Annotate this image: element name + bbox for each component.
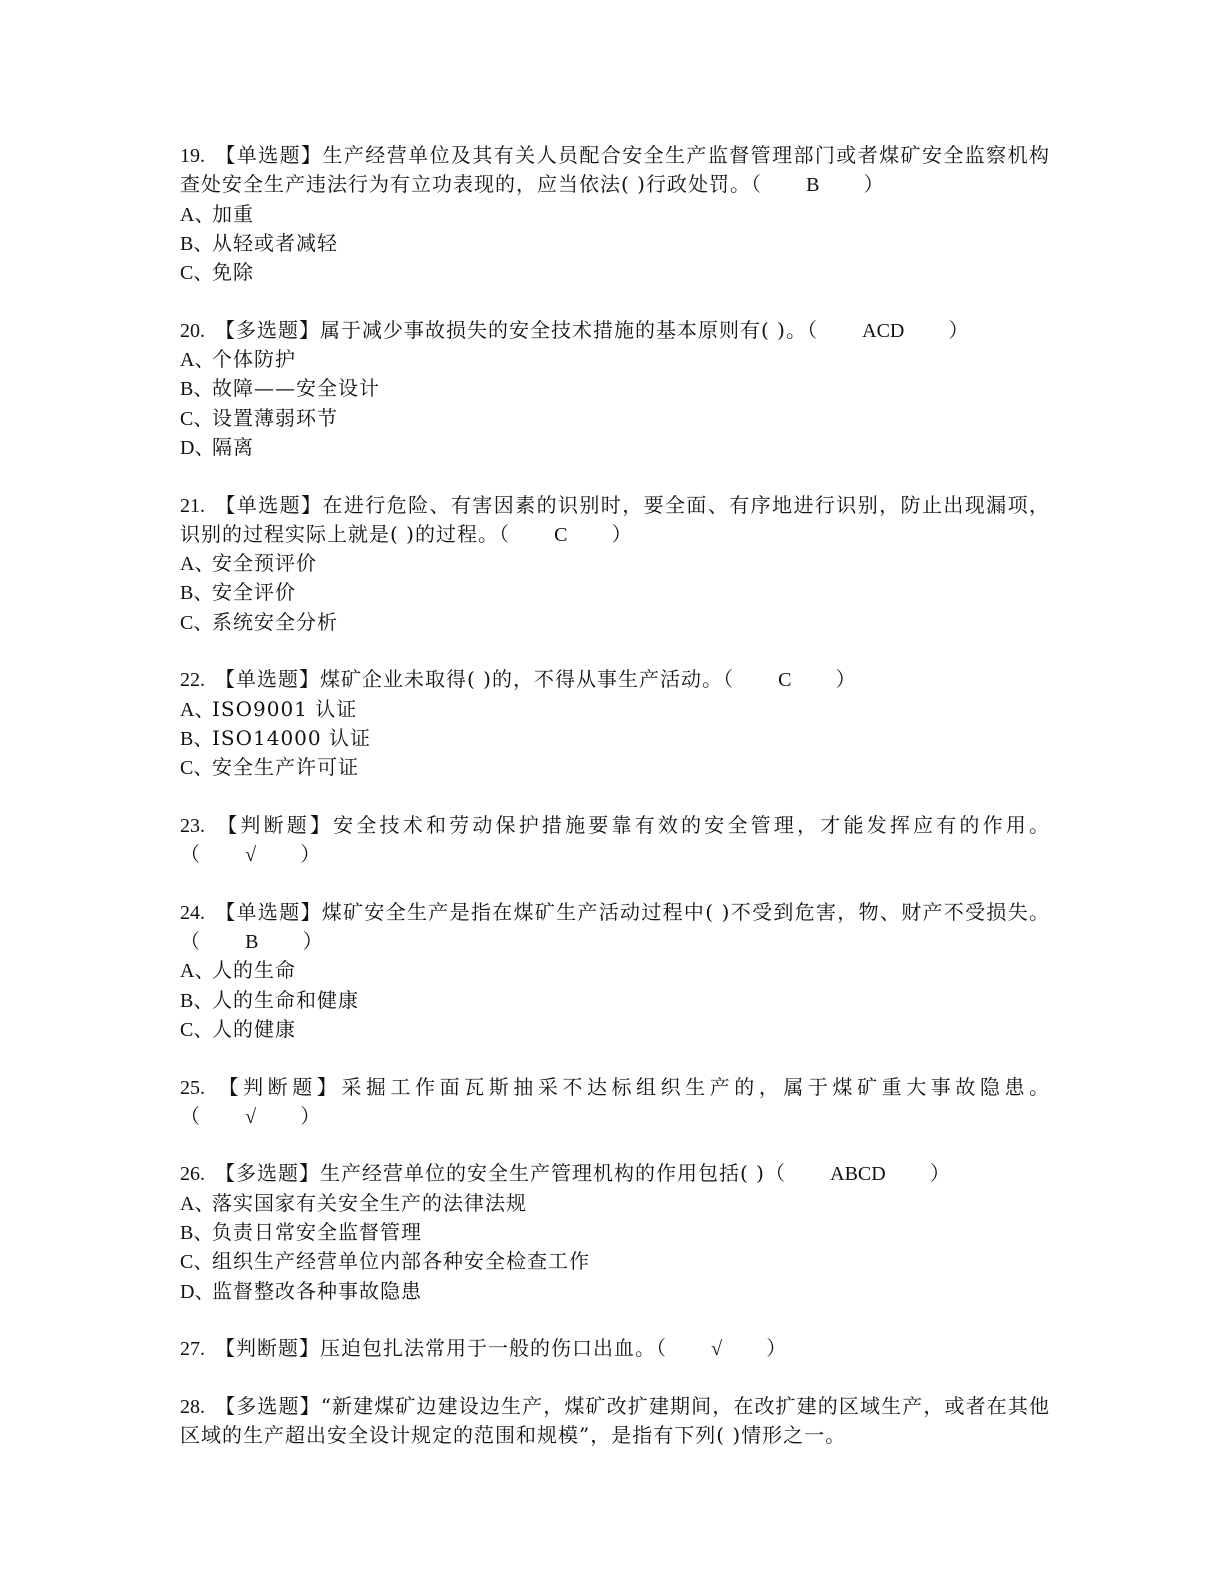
answer-key: C (778, 669, 792, 692)
question-block (180, 665, 1050, 782)
option-letter: C、 (180, 1251, 214, 1274)
question-stem: 【判断题】压迫包扎法常用于一般的伤口出血。（ (215, 1336, 667, 1361)
question-block (180, 1334, 1050, 1363)
answer-option (180, 753, 1050, 782)
option-text: 免除 (212, 260, 254, 285)
answer-option (180, 1218, 1050, 1247)
option-text: 落实国家有关安全生产的法律法规 (212, 1190, 527, 1215)
question-block (180, 316, 1050, 462)
option-text: 设置薄弱环节 (212, 405, 338, 430)
question-number: 20. (180, 319, 205, 342)
question-block (180, 141, 1050, 287)
question-block (180, 491, 1050, 637)
question-number: 22. (180, 669, 205, 692)
answer-option (180, 1247, 1050, 1276)
close-paren: ） (863, 172, 885, 197)
exam-page (180, 141, 1050, 1478)
question-stem: 【多选题】属于减少事故损失的安全技术措施的基本原则有( )。（ (215, 317, 818, 342)
question-text (180, 811, 1050, 870)
option-letter: B、 (180, 989, 214, 1012)
option-letter: A、 (180, 698, 215, 721)
answer-option (180, 1189, 1050, 1218)
question-text (180, 1392, 1050, 1450)
option-text: 系统安全分析 (212, 609, 338, 634)
question-block (180, 1073, 1050, 1132)
option-text: 隔离 (212, 434, 254, 459)
question-block (180, 1392, 1050, 1450)
question-text (180, 1073, 1050, 1132)
question-block (180, 811, 1050, 870)
question-number: 25. (180, 1076, 205, 1099)
answer-option (180, 578, 1050, 607)
option-letter: B、 (180, 582, 214, 605)
close-paren: ） (835, 667, 857, 692)
question-block (180, 1159, 1050, 1305)
option-letter: D、 (180, 1280, 215, 1303)
answer-option (180, 258, 1050, 287)
question-stem: 【单选题】生产经营单位及其有关人员配合安全生产监督管理部门或者煤矿安全监察机构查处安全生产违法行为有立功表现的，应当依法( )行政处罚。（ (180, 143, 1050, 197)
question-stem: 【单选题】煤矿企业未取得( )的，不得从事生产活动。（ (215, 667, 734, 692)
question-text (180, 491, 1050, 550)
option-text: 个体防护 (212, 347, 296, 372)
answer-key: B (245, 931, 259, 954)
close-paren: ） (302, 929, 324, 954)
option-letter: A、 (180, 553, 215, 576)
question-stem: 【判断题】安全技术和劳动保护措施要靠有效的安全管理，才能发挥应有的作用。（ (180, 812, 1050, 867)
question-block (180, 898, 1050, 1044)
answer-option (180, 433, 1050, 462)
answer-option (180, 608, 1050, 637)
answer-option (180, 695, 1050, 724)
answer-option (180, 229, 1050, 258)
answer-option (180, 1015, 1050, 1044)
option-text: 组织生产经营单位内部各种安全检查工作 (212, 1249, 590, 1274)
option-letter: A、 (180, 1192, 215, 1215)
option-text: ISO9001 认证 (212, 696, 358, 721)
question-text (180, 665, 1050, 694)
close-paren: ） (611, 521, 633, 546)
option-text: 负责日常安全监督管理 (212, 1219, 422, 1244)
question-number: 19. (180, 145, 205, 167)
question-number: 23. (180, 814, 205, 837)
option-letter: A、 (180, 203, 215, 226)
option-text: 安全预评价 (212, 551, 317, 576)
option-letter: A、 (180, 960, 215, 983)
option-text: 人的生命和健康 (212, 987, 359, 1012)
close-paren: ） (929, 1161, 951, 1186)
option-text: 安全评价 (212, 580, 296, 605)
question-stem: 【单选题】在进行危险、有害因素的识别时，要全面、有序地进行识别，防止出现漏项，识别的过程实际上就是( )的过程。（ (180, 492, 1050, 546)
option-letter: A、 (180, 349, 215, 372)
close-paren: ） (300, 842, 322, 867)
option-letter: C、 (180, 611, 214, 634)
option-text: 人的健康 (212, 1016, 296, 1041)
answer-option (180, 345, 1050, 374)
question-text (180, 1159, 1050, 1188)
question-text (180, 898, 1050, 957)
answer-option (180, 1277, 1050, 1306)
answer-option (180, 724, 1050, 753)
option-letter: C、 (180, 407, 214, 430)
close-paren: ） (948, 317, 970, 342)
answer-key: √ (711, 1338, 723, 1361)
option-letter: C、 (180, 1018, 214, 1041)
option-letter: B、 (180, 727, 214, 750)
option-text: 加重 (212, 201, 254, 226)
answer-option (180, 200, 1050, 229)
answer-key: ACD (862, 319, 905, 342)
answer-option (180, 374, 1050, 403)
answer-key: √ (245, 1105, 257, 1128)
question-text (180, 316, 1050, 345)
question-text (180, 141, 1050, 200)
option-text: 故障——安全设计 (212, 376, 380, 401)
option-letter: B、 (180, 378, 214, 401)
option-text: 安全生产许可证 (212, 755, 359, 780)
answer-option (180, 404, 1050, 433)
option-letter: C、 (180, 262, 214, 285)
option-text: 人的生命 (212, 958, 296, 983)
option-text: 从轻或者减轻 (212, 230, 338, 255)
question-number: 27. (180, 1338, 205, 1361)
answer-key: ABCD (830, 1163, 886, 1186)
answer-key: B (806, 174, 820, 197)
answer-option (180, 956, 1050, 985)
option-letter: D、 (180, 436, 215, 459)
answer-option (180, 986, 1050, 1015)
question-number: 21. (180, 494, 205, 517)
option-text: ISO14000 认证 (212, 725, 371, 750)
option-letter: C、 (180, 757, 214, 780)
option-text: 监督整改各种事故隐患 (212, 1278, 422, 1303)
question-stem: 【判断题】采掘工作面瓦斯抽采不达标组织生产的，属于煤矿重大事故隐患。（ (180, 1074, 1050, 1128)
question-number: 24. (180, 901, 205, 924)
question-text (180, 1334, 1050, 1363)
answer-key: C (554, 523, 568, 546)
answer-key: √ (245, 844, 257, 867)
option-letter: B、 (180, 1221, 214, 1244)
answer-option (180, 549, 1050, 578)
option-letter: B、 (180, 232, 214, 255)
question-stem: 【单选题】煤矿安全生产是指在煤矿生产活动过程中( )不受到危害，物、财产不受损失。（ (180, 899, 1050, 954)
question-number: 26. (180, 1163, 205, 1186)
question-number: 28. (180, 1395, 205, 1418)
question-stem: 【多选题】“新建煤矿边建设边生产，煤矿改扩建期间，在改扩建的区域生产，或者在其他区域的生产超出安全设计规定的范围和规模”，是指有下列( )情形之一。 (180, 1393, 1050, 1448)
close-paren: ） (300, 1103, 322, 1128)
question-stem: 【多选题】生产经营单位的安全生产管理机构的作用包括( )（ (215, 1161, 786, 1186)
close-paren: ） (766, 1336, 788, 1361)
